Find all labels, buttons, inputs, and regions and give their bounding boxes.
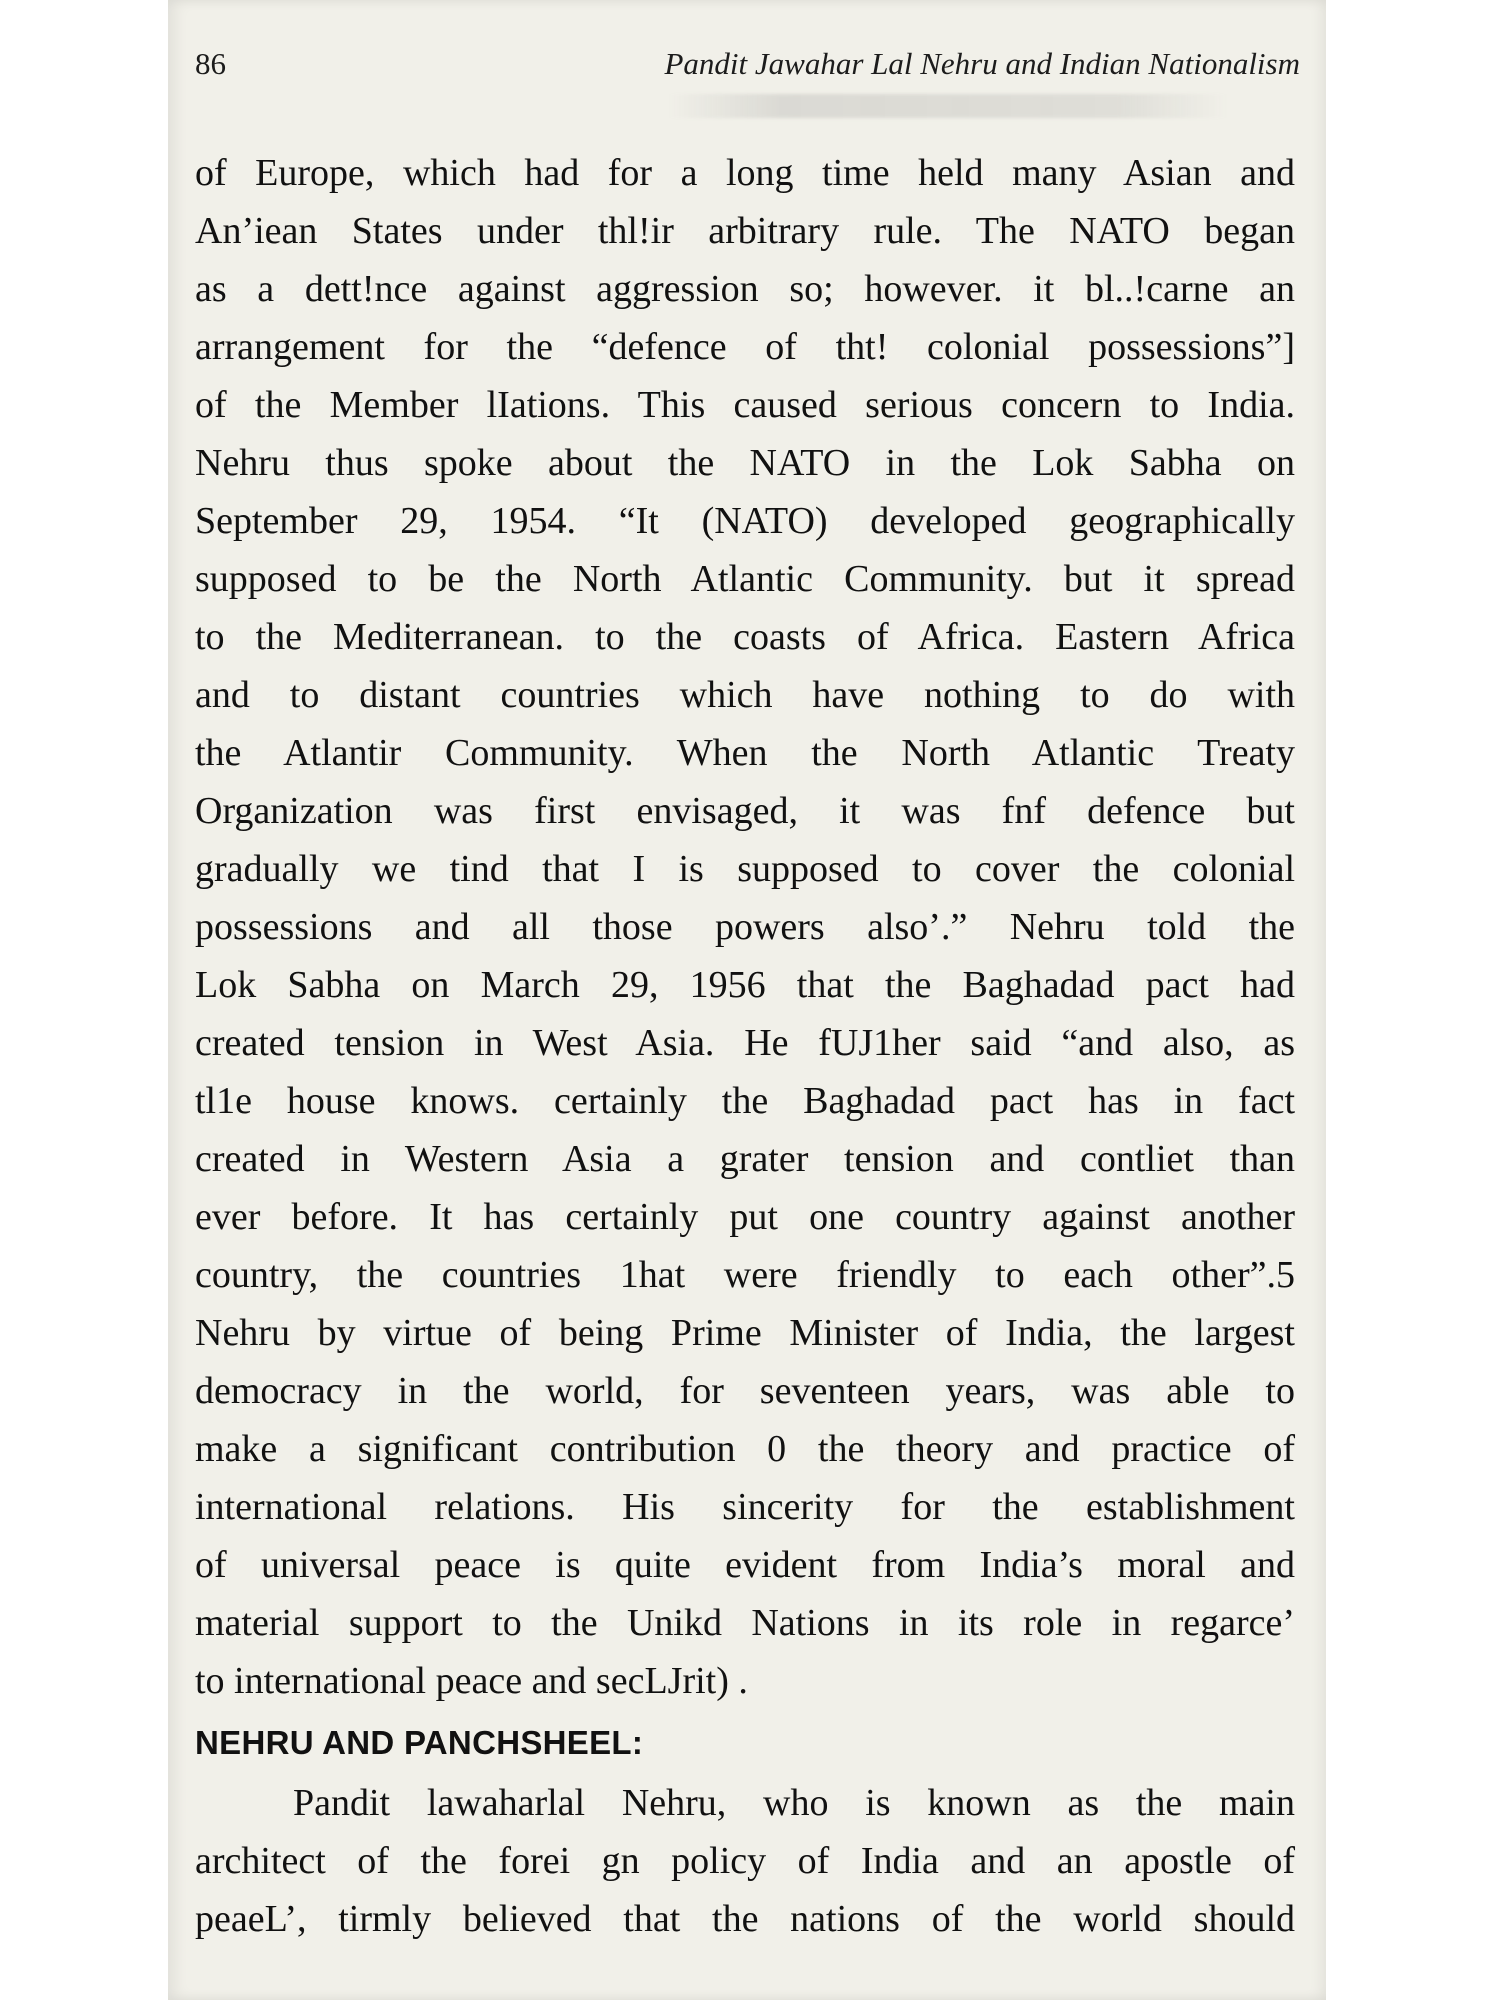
text-line: peaeL’, tirmly believed that the nations of the world should xyxy=(195,1898,1295,1940)
text-line: the Atlantir Community. When the North Atlantic Treaty xyxy=(195,732,1295,774)
text-line: of the Member lIations. This caused serious concern to India. xyxy=(195,384,1295,426)
text-line: arrangement for the “defence of tht! colonial possessions”] xyxy=(195,326,1295,368)
text-line: gradually we tind that I is supposed to cover the colonial xyxy=(195,848,1295,890)
text-line: created in Western Asia a grater tension and contliet than xyxy=(195,1138,1295,1180)
text-line: September 29, 1954. “It (NATO) developed geographically xyxy=(195,500,1295,542)
text-line: make a significant contribution 0 the theory and practice of xyxy=(195,1428,1295,1470)
text-line: and to distant countries which have nothing to do with xyxy=(195,674,1295,716)
text-line: created tension in West Asia. He fUJ1her said “and also, as xyxy=(195,1022,1295,1064)
text-line: possessions and all those powers also’.” Nehru told the xyxy=(195,906,1295,948)
text-line: to the Mediterranean. to the coasts of Africa. Eastern Africa xyxy=(195,616,1295,658)
page-number: 86 xyxy=(195,46,226,81)
text-line: democracy in the world, for seventeen years, was able to xyxy=(195,1370,1295,1412)
text-line: country, the countries 1hat were friendly to each other”.5 xyxy=(195,1254,1295,1296)
paragraph-2 xyxy=(195,1774,1295,1948)
bleed-through-shadow xyxy=(668,94,1228,118)
section-heading: NEHRU AND PANCHSHEEL: xyxy=(195,1724,644,1761)
text-line: ever before. It has certainly put one country against another xyxy=(195,1196,1295,1238)
text-line: material support to the Unikd Nations in its role in regarce’ xyxy=(195,1602,1295,1644)
text-line: Organization was first envisaged, it was fnf defence but xyxy=(195,790,1295,832)
page-header xyxy=(195,46,1300,96)
text-line: Nehru thus spoke about the NATO in the Lok Sabha on xyxy=(195,442,1295,484)
text-line: as a dett!nce against aggression so; however. it bl..!carne an xyxy=(195,268,1295,310)
paragraph-1 xyxy=(195,144,1295,1710)
text-line: international relations. His sincerity for the establishment xyxy=(195,1486,1295,1528)
text-line: of Europe, which had for a long time held many Asian and xyxy=(195,152,1295,194)
text-line: Pandit lawaharlal Nehru, who is known as the main xyxy=(293,1782,1295,1824)
text-line: An’iean States under thl!ir arbitrary rule. The NATO began xyxy=(195,210,1295,252)
running-title: Pandit Jawahar Lal Nehru and Indian Nationalism xyxy=(664,46,1300,81)
text-line: Lok Sabha on March 29, 1956 that the Baghadad pact had xyxy=(195,964,1295,1006)
text-line: tl1e house knows. certainly the Baghadad pact has in fact xyxy=(195,1080,1295,1122)
page-body xyxy=(195,144,1295,1948)
text-line: supposed to be the North Atlantic Community. but it spread xyxy=(195,558,1295,600)
text-line: architect of the forei gn policy of India and an apostle of xyxy=(195,1840,1295,1882)
text-line: Nehru by virtue of being Prime Minister of India, the largest xyxy=(195,1312,1295,1354)
scanned-page xyxy=(168,0,1326,2000)
text-line: of universal peace is quite evident from India’s moral and xyxy=(195,1544,1295,1586)
text-line: to international peace and secLJrit) . xyxy=(195,1660,748,1702)
